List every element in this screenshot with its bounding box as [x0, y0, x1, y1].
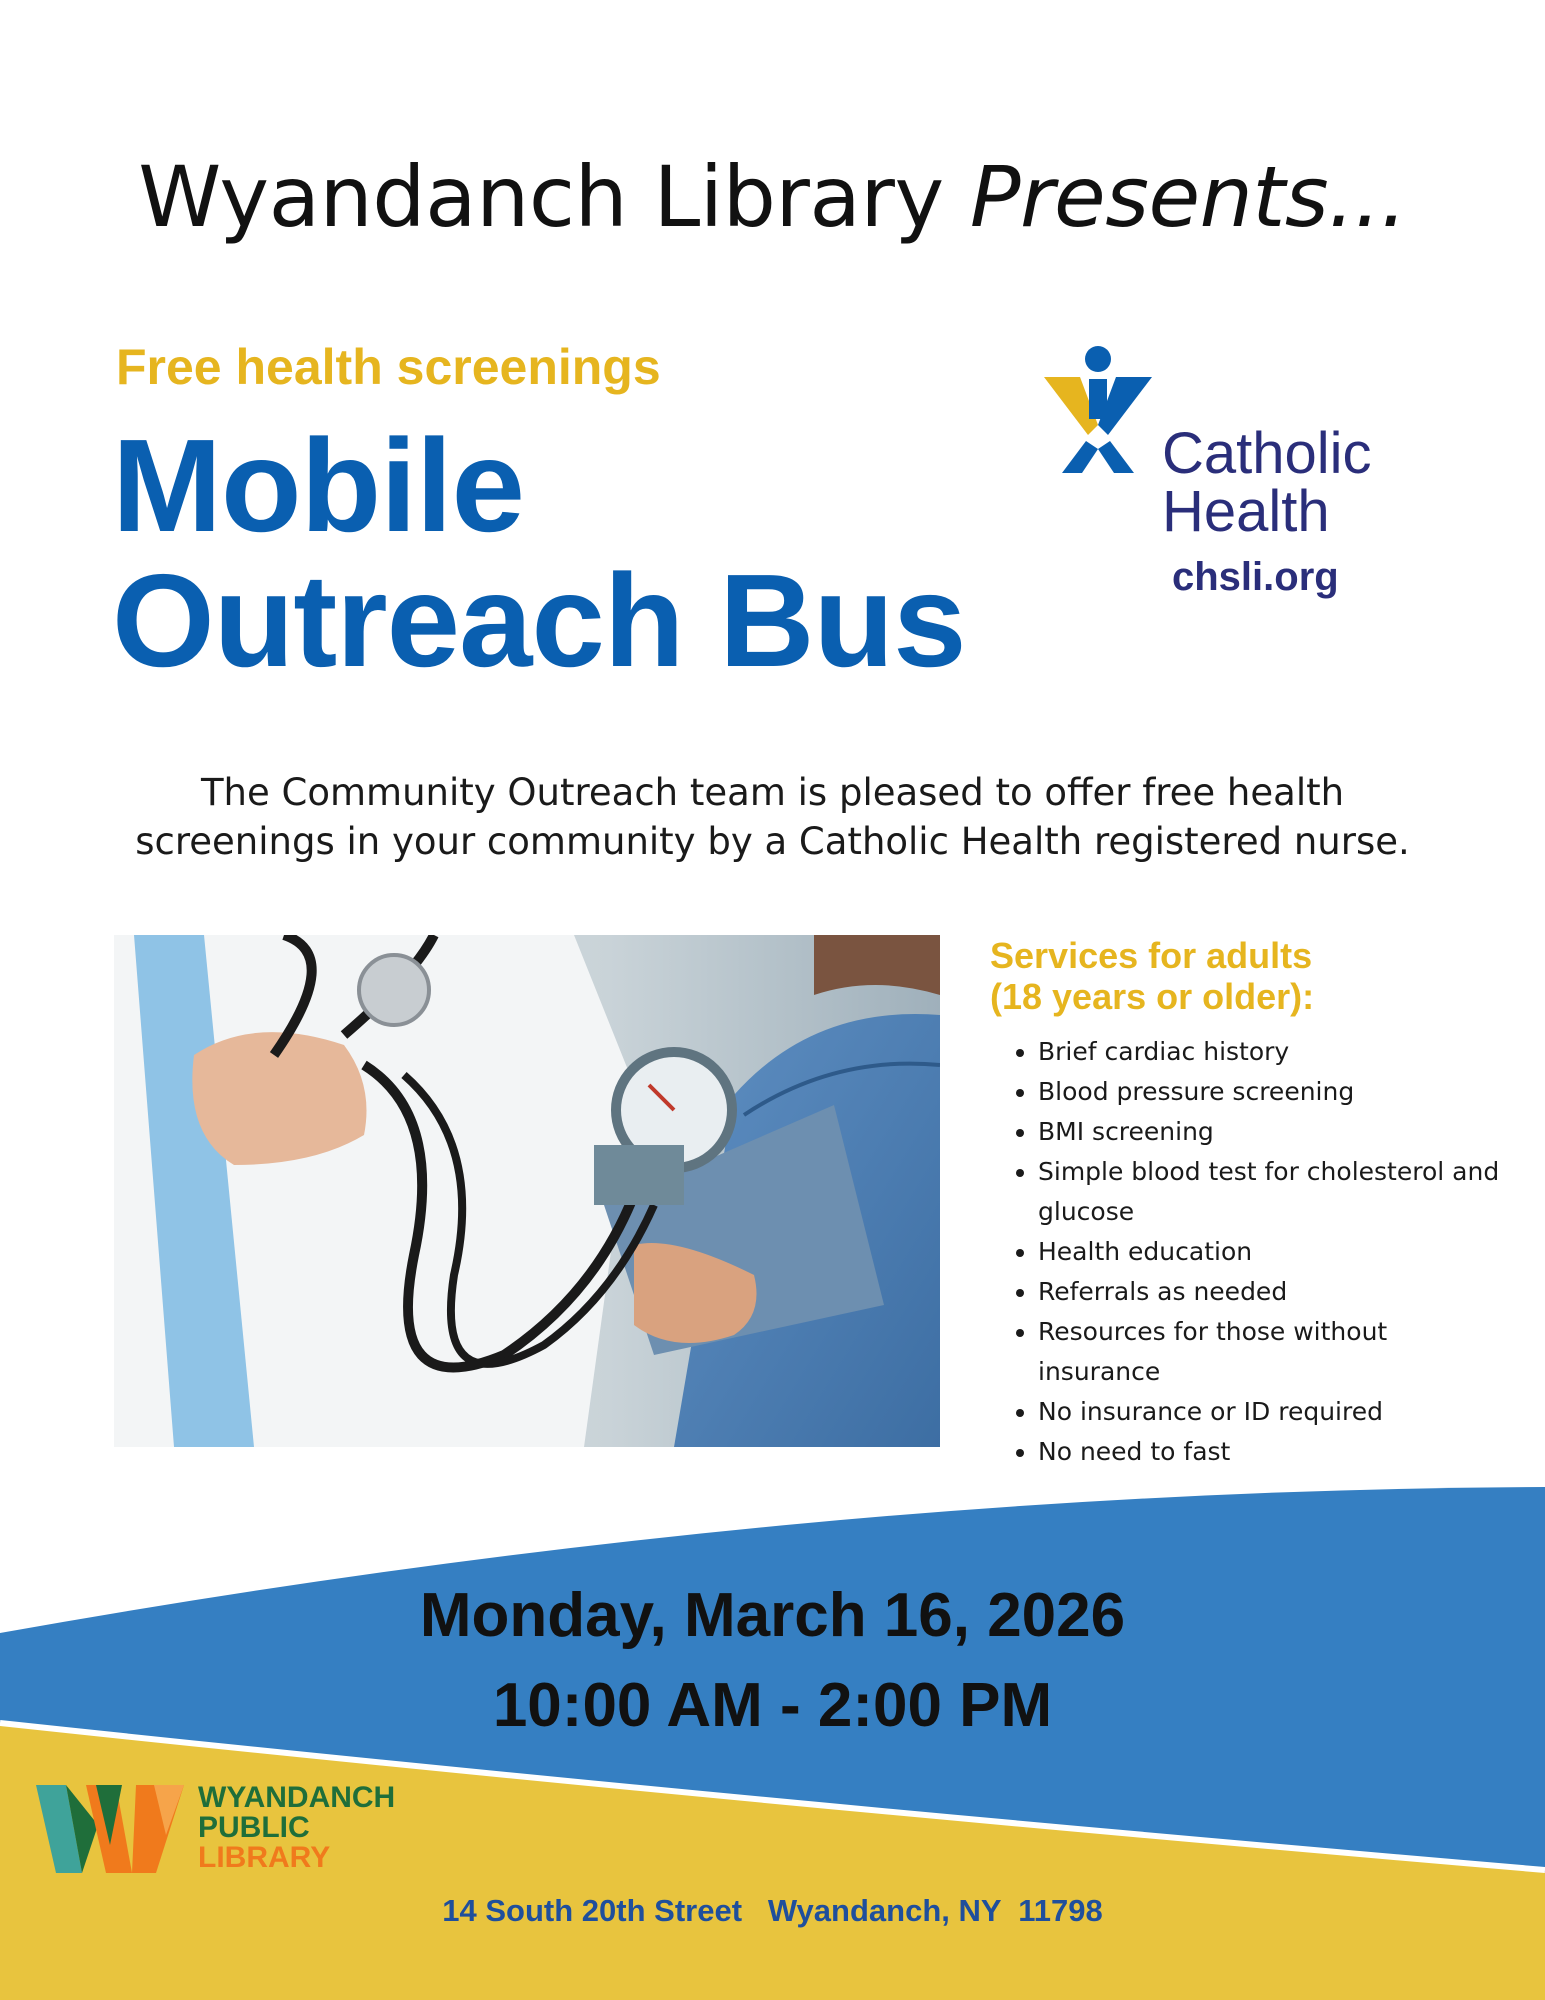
event-time: 10:00 AM - 2:00 PM	[492, 1671, 1053, 1740]
intro-line2: screenings in your community by a Catholic Health registered nurse.	[135, 820, 1410, 863]
wyandanch-library-logo-icon	[36, 1785, 184, 1873]
service-item: • Brief cardiac history	[1038, 1032, 1508, 1072]
library-address: 14 South 20th Street Wyandanch, NY 11798	[442, 1893, 1103, 1928]
service-item: • No insurance or ID required	[1038, 1392, 1508, 1432]
logo-line1: Catholic	[1162, 421, 1372, 486]
wpl-line3: LIBRARY	[198, 1841, 331, 1874]
partner-url: chsli.org	[1172, 555, 1339, 599]
wpl-line2: PUBLIC	[198, 1811, 310, 1844]
service-item: • Health education	[1038, 1232, 1508, 1272]
flyer-title-main: Wyandanch Library	[138, 148, 970, 246]
wyandanch-library-wordmark	[198, 1783, 395, 1873]
intro-line1: The Community Outreach team is pleased to offer free health	[200, 771, 1345, 814]
services-list	[1008, 1032, 1508, 1472]
intro-paragraph	[90, 768, 1455, 866]
catholic-health-wordmark	[1162, 421, 1372, 544]
flyer-title	[0, 148, 1545, 246]
service-item: • Resources for those without insurance	[1038, 1312, 1508, 1392]
blood-pressure-photo	[114, 935, 940, 1447]
event-date: Monday, March 16, 2026	[419, 1581, 1126, 1650]
service-item: • BMI screening	[1038, 1112, 1508, 1152]
service-item: • Simple blood test for cholesterol and glucose	[1038, 1152, 1508, 1232]
hero-title-line2: Outreach Bus	[112, 547, 966, 694]
catholic-health-logo-icon	[1044, 345, 1152, 475]
logo-line2: Health	[1162, 479, 1330, 544]
service-item: • No need to fast	[1038, 1432, 1508, 1472]
hero-kicker: Free health screenings	[116, 339, 661, 395]
services-heading	[990, 935, 1314, 1017]
services-heading-line2: (18 years or older):	[990, 976, 1315, 1017]
wpl-line1: WYANDANCH	[198, 1781, 396, 1814]
hero-title-line1: Mobile	[112, 412, 524, 559]
service-item: • Blood pressure screening	[1038, 1072, 1508, 1112]
service-item: • Referrals as needed	[1038, 1272, 1508, 1312]
flyer-title-italic: Presents...	[969, 148, 1407, 246]
services-heading-line1: Services for adults	[990, 935, 1313, 976]
